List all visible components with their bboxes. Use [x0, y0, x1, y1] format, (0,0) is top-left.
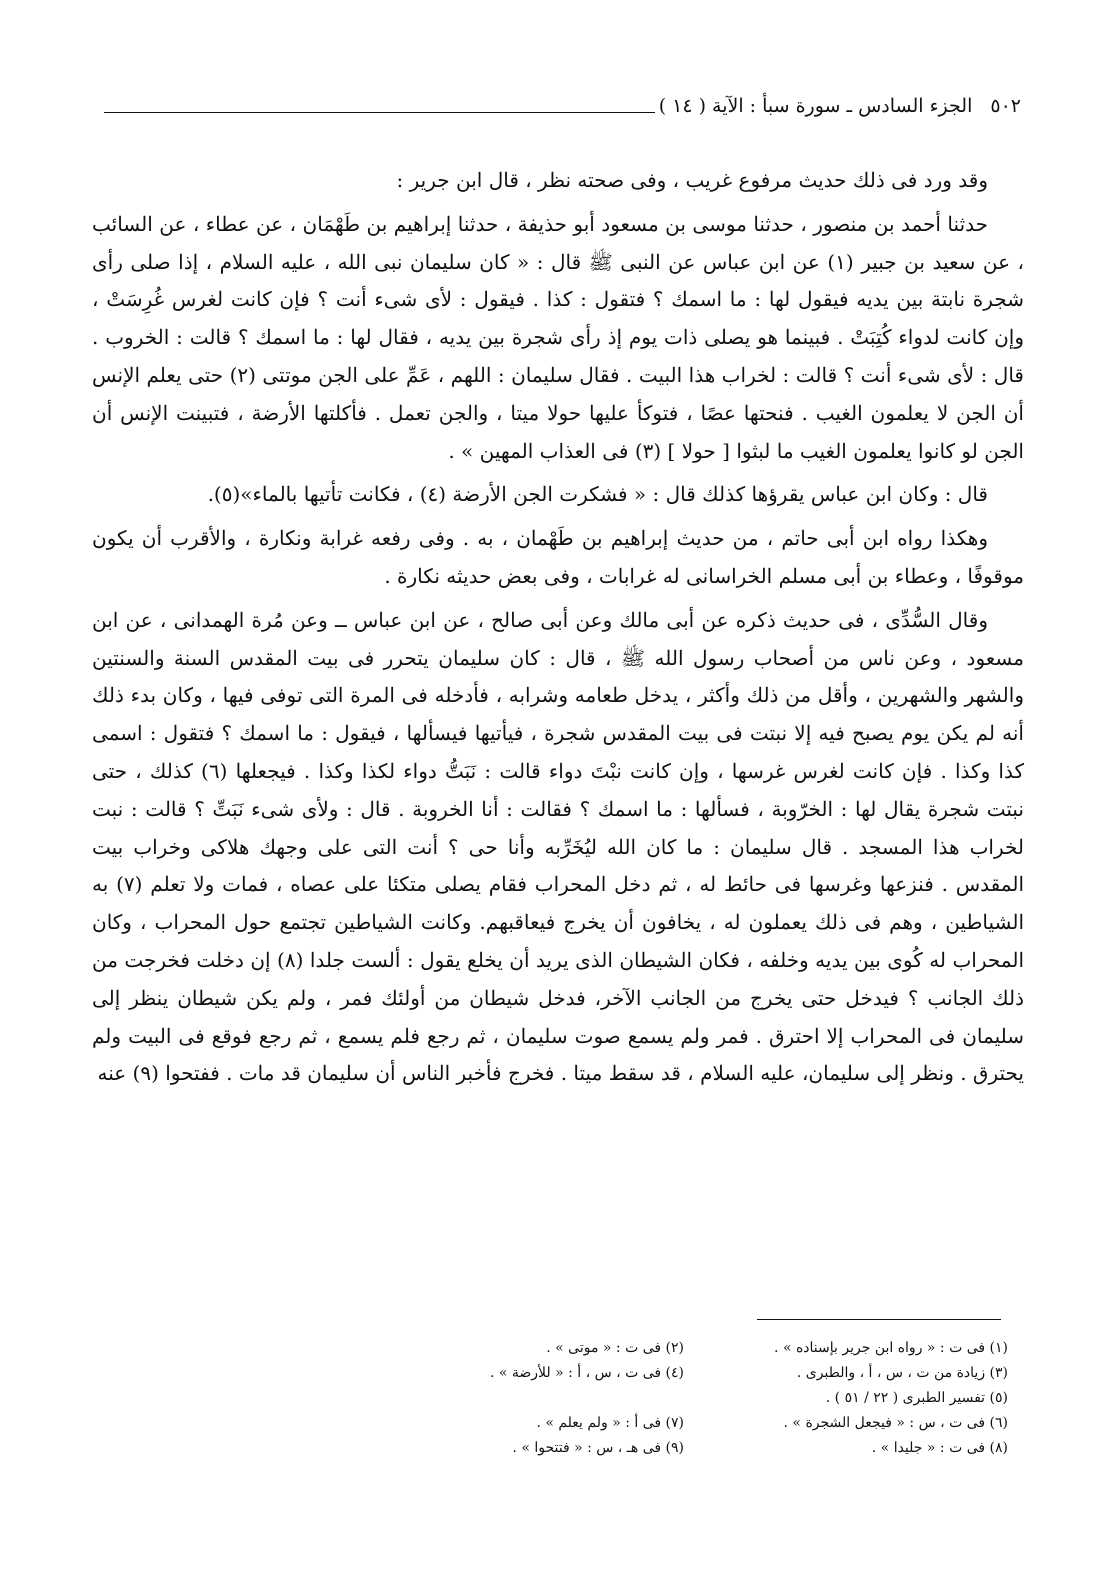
paragraph: قال : وكان ابن عباس يقرؤها كذلك قال : « فشكرت الجن الأرضة (٤) ، فكانت تأتيها بالماء»(٥). — [207, 482, 988, 507]
footnote-empty — [380, 1386, 684, 1411]
footnote: (٧) فى أ : « ولم يعلم » . — [536, 1415, 684, 1431]
footnotes — [380, 1336, 1008, 1461]
footnote: (٦) فى ت ، س : « فيجعل الشجرة » . — [783, 1415, 1008, 1431]
header-rule — [104, 112, 655, 113]
footnotes-divider — [757, 1319, 1001, 1320]
footnote: (٥) تفسير الطبرى ( ٢٢ / ٥١ ) . — [825, 1390, 1008, 1406]
footnote: (٩) فى هـ ، س : « فتتحوا » . — [512, 1440, 684, 1456]
paragraph: وهكذا رواه ابن أبى حاتم ، من حديث إبراهيم بن طَهْمان ، به . وفى رفعه غرابة ونكارة ، والأقرب أن يكون موقوفًا ، وعطاء بن أبى مسلم الخراسانى له غرابات ، وفى بعض حديثه نكارة . — [92, 526, 1024, 588]
paragraph: حدثنا أحمد بن منصور ، حدثنا موسى بن مسعود أبو حذيفة ، حدثنا إبراهيم بن طَهْمَان ، عن عطاء ، عن السائب ، عن سعيد بن جبير (١) عن ابن عباس عن النبى ﷺ قال : « كان سليمان نبى الله ، عليه السلام ، إذا صلى رأى شجرة نابتة بين يديه فيقول لها : ما اسمك ؟ فتقول : كذا . فيقول : لأى شىء أنت ؟ فإن كانت لغرس غُرِسَتْ ، وإن كانت لدواء كُتِبَتْ . فبينما هو يصلى ذات يوم إذ رأى شجرة بين يديه ، فقال لها : ما اسمك ؟ قالت : الخروب . قال : لأى شىء أنت ؟ قالت : لخراب هذا البيت . فقال سليمان : اللهم ، عَمِّ على الجن موتتى (٢) حتى يعلم الإنس أن الجن لا يعلمون الغيب . فنحتها عصًا ، فتوكأ عليها حولا ميتا ، والجن تعمل . فأكلتها الأرضة ، فتبينت الإنس أن الجن لو كانوا يعلمون الغيب ما لبثوا [ حولا ] (٣) فى العذاب المهين » . — [92, 211, 1024, 463]
header-title: الجزء السادس ـ سورة سبأ : الآية ( ١٤ ) — [658, 95, 973, 117]
footnote: (٤) فى ت ، س ، أ : « للأرضة » . — [489, 1365, 684, 1381]
footnote: (٨) فى ت : « جليدا » . — [871, 1440, 1008, 1456]
footnote: (٢) فى ت : « موتى » . — [546, 1340, 684, 1356]
footnote: (١) فى ت : « رواه ابن جرير بإسناده » . — [774, 1340, 1008, 1356]
paragraph: وقال السُّدِّى ، فى حديث ذكره عن أبى مالك وعن أبى صالح ، عن ابن عباس ــ وعن مُرة الهمدانى ، عن ابن مسعود ، وعن ناس من أصحاب رسول الله ﷺ ، قال : كان سليمان يتحرر فى بيت المقدس السنة والسنتين والشهر والشهرين ، وأقل من ذلك وأكثر ، يدخل طعامه وشرابه ، فأدخله فى المرة التى توفى فيها ، وكان بدء ذلك أنه لم يكن يوم يصبح فيه إلا نبتت فى بيت المقدس شجرة ، فيأتيها فيسألها ، فيقول : ما اسمك ؟ فتقول : اسمى كذا وكذا . فإن كانت لغرس غرسها ، وإن كانت نبْتَ دواء قالت : نَبَتُّ دواء لكذا وكذا . فيجعلها (٦) كذلك ، حتى نبتت شجرة يقال لها : الخرّوبة ، فسألها : ما اسمك ؟ فقالت : أنا الخروبة . قال : ولأى شىء نَبَتِّ ؟ قالت : نبت لخراب هذا المسجد . قال سليمان : ما كان الله ليُخَرِّبه وأنا حى ؟ أنت التى على وجهك هلاكى وخراب بيت المقدس . فنزعها وغرسها فى حائط له ، ثم دخل المحراب فقام يصلى متكئا على عصاه ، فمات ولا تعلم (٧) به الشياطين ، وهم فى ذلك يعملون له ، يخافون أن يخرج فيعاقبهم. وكانت الشياطين تجتمع حول المحراب ، وكان المحراب له كُوى بين يديه وخلفه ، فكان الشيطان الذى يريد أن يخلع يقول : ألست جلدا (٨) إن دخلت فخرجت من ذلك الجانب ؟ فيدخل حتى يخرج من الجانب الآخر، فدخل شيطان من أولئك فمر ، ولم يكن شيطان ينظر إلى سليمان فى المحراب إلا احترق . فمر ولم يسمع صوت سليمان ، ثم رجع فلم يسمع ، ثم رجع فوقع فى البيت ولم يحترق . ونظر إلى سليمان، عليه السلام ، قد سقط ميتا . فخرج فأخبر الناس أن سليمان قد مات . ففتحوا (٩) عنه — [92, 607, 1025, 1086]
page-number: ٥٠٢ — [990, 95, 1021, 117]
footnote: (٣) زيادة من ت ، س ، أ ، والطبرى . — [796, 1365, 1008, 1381]
main-text — [92, 162, 1024, 1099]
paragraph: وقد ورد فى ذلك حديث مرفوع غريب ، وفى صحته نظر ، قال ابن جرير : — [396, 168, 988, 192]
running-header — [90, 84, 1021, 128]
